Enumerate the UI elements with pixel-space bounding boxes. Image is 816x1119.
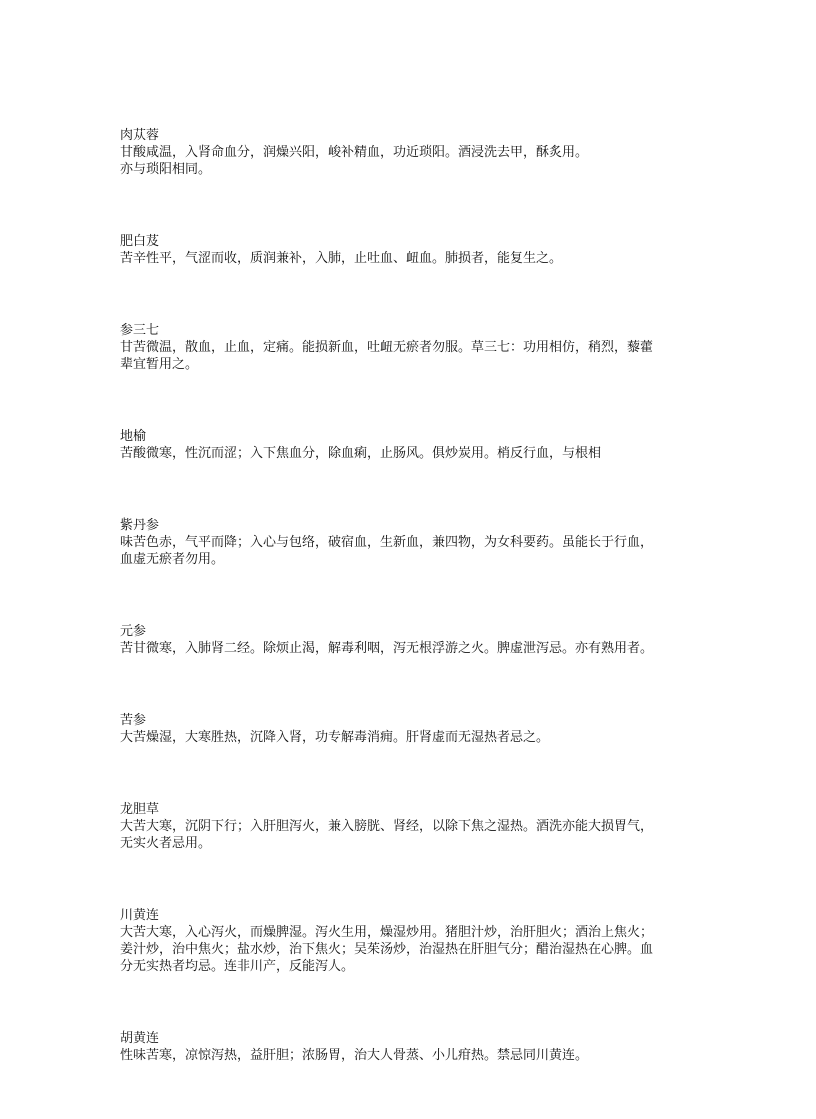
herb-entry-text-line: 甘苦微温，散血，止血，定痛。能损新血，吐衄无瘀者勿服。草三七：功用相仿，稍烈，藜藿: [120, 340, 654, 355]
herb-entry-text-line: 姜汁炒，治中焦火；盐水炒，治下焦火；吴茱汤炒，治湿热在肝胆气分；醋治湿热在心脾。血: [120, 942, 654, 957]
herb-entry-text-line: 大苦大寒，沉阴下行；入肝胆泻火，兼入膀胱、肾经，以除下焦之湿热。酒洗亦能大损胃气，: [120, 819, 654, 834]
herb-entry-text-line: 苦甘微寒，入肺肾二经。除烦止渴，解毒利咽，泻无根浮游之火。脾虚泄泻忌。亦有熟用者。: [120, 641, 654, 656]
herb-entry-title: 地榆: [120, 429, 147, 444]
herb-entry-list: [120, 127, 700, 1064]
herb-entry-text-line: 性味苦寒，凉惊泻热，益肝胆；浓肠胃，治大人骨蒸、小儿疳热。禁忌同川黄连。: [120, 1048, 589, 1063]
herb-entry: [120, 712, 700, 746]
herb-entry-title: 龙胆草: [120, 802, 160, 817]
herb-entry-text-line: 亦与琐阳相同。: [120, 162, 212, 177]
herb-entry-title: 肥白芨: [120, 234, 160, 249]
herb-entry-text-line: 苦酸微寒，性沉而涩；入下焦血分，除血痢，止肠风。俱炒炭用。梢反行血，与根相: [120, 446, 602, 461]
herb-entry-text-line: 味苦色赤，气平而降；入心与包络，破宿血，生新血，兼四物，为女科要药。虽能长于行血，: [120, 535, 654, 550]
herb-entry-text-line: 大苦大寒，入心泻火，而燥脾湿。泻火生用，燥湿炒用。猪胆汁炒，治肝胆火；酒治上焦火；: [120, 925, 654, 940]
herb-entry: [120, 233, 700, 267]
herb-entry: [120, 127, 700, 178]
herb-entry-text-line: 苦辛性平，气涩而收，质润兼补，入肺，止吐血、衄血。肺损者，能复生之。: [120, 251, 563, 266]
herb-entry-title: 肉苁蓉: [120, 128, 160, 143]
herb-entry: [120, 1030, 700, 1064]
herb-entry-title: 川黄连: [120, 908, 160, 923]
herb-entry-title: 参三七: [120, 323, 160, 338]
herb-entry: [120, 428, 700, 462]
herb-entry: [120, 322, 700, 373]
herb-entry-title: 元参: [120, 624, 147, 639]
herb-entry: [120, 907, 700, 975]
herb-entry-title: 紫丹参: [120, 518, 160, 533]
herb-entry-title: 胡黄连: [120, 1031, 160, 1046]
herb-entry: [120, 517, 700, 568]
document-page: [120, 127, 700, 1119]
herb-entry-text-line: 无实火者忌用。: [120, 836, 212, 851]
herb-entry: [120, 623, 700, 657]
herb-entry-text-line: 甘酸咸温，入肾命血分，润燥兴阳，峻补精血，功近琐阳。酒浸洗去甲，酥炙用。: [120, 145, 589, 160]
herb-entry-text-line: 分无实热者均忌。连非川产，反能泻人。: [120, 959, 355, 974]
herb-entry: [120, 801, 700, 852]
herb-entry-text-line: 辈宜暂用之。: [120, 357, 199, 372]
herb-entry-text-line: 血虚无瘀者勿用。: [120, 552, 225, 567]
herb-entry-text-line: 大苦燥湿，大寒胜热，沉降入肾，功专解毒消痈。肝肾虚而无湿热者忌之。: [120, 730, 550, 745]
herb-entry-title: 苦参: [120, 713, 147, 728]
